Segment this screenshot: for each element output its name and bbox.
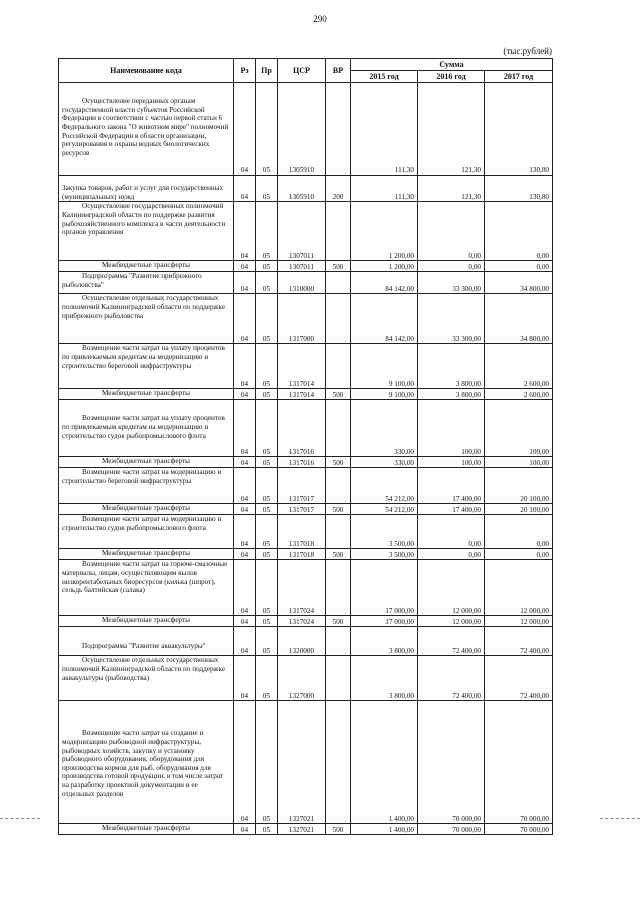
row-pr: 05 — [256, 261, 278, 272]
row-pr: 05 — [256, 701, 278, 824]
row-rz: 04 — [234, 656, 256, 701]
row-pr: 05 — [256, 202, 278, 261]
row-rz: 04 — [234, 701, 256, 824]
row-value-2017: 34 800,00 — [485, 294, 553, 344]
row-pr: 05 — [256, 400, 278, 457]
row-rz: 04 — [234, 457, 256, 468]
row-vr — [326, 272, 351, 294]
row-value-2017: 2 600,00 — [485, 344, 553, 389]
row-rz: 04 — [234, 261, 256, 272]
row-value-2016: 0,00 — [418, 261, 485, 272]
row-name: Возмещение части затрат на модернизацию и строительство судов рыбопромыслового флота — [59, 515, 234, 549]
row-value-2015: 54 212,00 — [351, 504, 418, 515]
header-rz: Рз — [234, 59, 256, 83]
header-vr: ВР — [326, 59, 351, 83]
row-name: Осуществление отдельных государственных полномочий Калининградской области по поддержке прибрежного рыболовства — [59, 294, 234, 344]
row-value-2016: 72 400,00 — [418, 627, 485, 656]
row-vr — [326, 656, 351, 701]
row-rz: 04 — [234, 515, 256, 549]
row-value-2017: 72 400,00 — [485, 656, 553, 701]
row-value-2016: 0,00 — [418, 202, 485, 261]
row-pr: 05 — [256, 83, 278, 176]
row-csr: 1317000 — [278, 294, 326, 344]
row-value-2015: 9 100,00 — [351, 344, 418, 389]
table-row — [59, 549, 553, 560]
row-pr: 05 — [256, 344, 278, 389]
table-row — [59, 701, 553, 824]
table-row — [59, 176, 553, 202]
row-pr: 05 — [256, 627, 278, 656]
row-rz: 04 — [234, 549, 256, 560]
row-vr — [326, 294, 351, 344]
row-vr: 500 — [326, 824, 351, 835]
row-value-2015: 3 800,00 — [351, 656, 418, 701]
row-rz: 04 — [234, 83, 256, 176]
row-name: Возмещение части затрат на модернизацию и строительство береговой инфраструктуры — [59, 468, 234, 504]
header-sum: Сумма — [351, 59, 553, 71]
table-row — [59, 656, 553, 701]
row-csr: 1317017 — [278, 468, 326, 504]
header-2017: 2017 год — [485, 71, 553, 83]
row-name: Возмещение части затрат на уплату процентов по привлекаемым кредитам на модернизацию и строительство судов рыбопромыслового флота — [59, 400, 234, 457]
row-csr: 1327000 — [278, 656, 326, 701]
row-value-2017: 2 600,00 — [485, 389, 553, 400]
row-rz: 04 — [234, 400, 256, 457]
row-vr: 500 — [326, 261, 351, 272]
row-name: Возмещение части затрат на уплату процентов по привлекаемым кредитам на модернизацию и строительство береговой инфраструктуры — [59, 344, 234, 389]
row-csr: 1305910 — [278, 176, 326, 202]
row-csr: 1310000 — [278, 272, 326, 294]
row-pr: 05 — [256, 272, 278, 294]
row-rz: 04 — [234, 344, 256, 389]
row-value-2015: 3 500,00 — [351, 515, 418, 549]
row-value-2016: 121,30 — [418, 176, 485, 202]
row-value-2016: 121,30 — [418, 83, 485, 176]
row-pr: 05 — [256, 560, 278, 616]
row-name: Возмещение части затрат на создание и модернизацию рыбоводной инфраструктуры, рыбоводных хозяйств, закупку и установку рыбоводного оборудования, оборудования для производства кормов для рыб, оборудования для производства готовой продукции, в том числе затрат на разработку проектной документации и ее отдельных разделов — [59, 701, 234, 824]
row-name: Закупка товаров, работ и услуг для государственных (муниципальных) нужд — [59, 176, 234, 202]
row-pr: 05 — [256, 549, 278, 560]
row-value-2016: 33 300,00 — [418, 272, 485, 294]
header-2016: 2016 год — [418, 71, 485, 83]
table-row — [59, 457, 553, 468]
row-pr: 05 — [256, 294, 278, 344]
row-name: Подпрограмма "Развитие аквакультуры" — [59, 627, 234, 656]
table-row — [59, 272, 553, 294]
table-row — [59, 261, 553, 272]
table-row — [59, 504, 553, 515]
table-row — [59, 627, 553, 656]
table-row — [59, 616, 553, 627]
row-name: Межбюджетные трансферты — [59, 261, 234, 272]
row-value-2017: 0,00 — [485, 515, 553, 549]
row-vr: 500 — [326, 616, 351, 627]
row-csr: 1317018 — [278, 549, 326, 560]
row-rz: 04 — [234, 627, 256, 656]
row-value-2016: 100,00 — [418, 400, 485, 457]
row-value-2017: 130,80 — [485, 83, 553, 176]
row-value-2015: 54 212,00 — [351, 468, 418, 504]
row-value-2015: 330,00 — [351, 400, 418, 457]
row-pr: 05 — [256, 824, 278, 835]
table-row — [59, 83, 553, 176]
row-vr — [326, 202, 351, 261]
row-value-2016: 3 800,00 — [418, 344, 485, 389]
row-value-2016: 17 400,00 — [418, 504, 485, 515]
row-vr: 200 — [326, 176, 351, 202]
row-vr: 500 — [326, 504, 351, 515]
row-rz: 04 — [234, 468, 256, 504]
table-row — [59, 344, 553, 389]
row-csr: 1317016 — [278, 457, 326, 468]
row-csr: 1305910 — [278, 83, 326, 176]
row-pr: 05 — [256, 616, 278, 627]
row-value-2016: 0,00 — [418, 515, 485, 549]
row-value-2015: 17 000,00 — [351, 616, 418, 627]
row-csr: 1317016 — [278, 400, 326, 457]
row-value-2016: 3 800,00 — [418, 389, 485, 400]
row-vr: 500 — [326, 457, 351, 468]
row-value-2015: 1 200,00 — [351, 202, 418, 261]
row-name: Подпрограмма "Развитие прибрежного рыболовства" — [59, 272, 234, 294]
row-rz: 04 — [234, 616, 256, 627]
row-csr: 1307011 — [278, 261, 326, 272]
row-vr — [326, 83, 351, 176]
row-value-2017: 20 100,00 — [485, 504, 553, 515]
row-value-2015: 3 800,00 — [351, 627, 418, 656]
edge-dash-right — [600, 818, 640, 819]
row-value-2017: 130,80 — [485, 176, 553, 202]
row-value-2017: 20 100,00 — [485, 468, 553, 504]
row-name: Межбюджетные трансферты — [59, 824, 234, 835]
table-row — [59, 400, 553, 457]
edge-dash-left — [0, 818, 40, 819]
row-value-2016: 70 000,00 — [418, 824, 485, 835]
row-rz: 04 — [234, 504, 256, 515]
row-value-2017: 12 000,00 — [485, 560, 553, 616]
row-rz: 04 — [234, 272, 256, 294]
row-pr: 05 — [256, 504, 278, 515]
row-name: Межбюджетные трансферты — [59, 389, 234, 400]
budget-table — [58, 58, 553, 835]
row-value-2017: 70 000,00 — [485, 701, 553, 824]
row-value-2016: 72 400,00 — [418, 656, 485, 701]
row-vr — [326, 515, 351, 549]
row-csr: 1317017 — [278, 504, 326, 515]
row-value-2015: 84 142,00 — [351, 272, 418, 294]
row-value-2017: 100,00 — [485, 400, 553, 457]
row-value-2015: 330,00 — [351, 457, 418, 468]
row-value-2017: 70 000,00 — [485, 824, 553, 835]
row-csr: 1327021 — [278, 701, 326, 824]
row-name: Межбюджетные трансферты — [59, 504, 234, 515]
row-name: Межбюджетные трансферты — [59, 616, 234, 627]
row-name: Осуществление государственных полномочий Калининградской области по поддержке развития рыбохозяйственного комплекса в части деятельности органов управления — [59, 202, 234, 261]
row-value-2017: 0,00 — [485, 202, 553, 261]
row-rz: 04 — [234, 560, 256, 616]
row-csr: 1317014 — [278, 344, 326, 389]
header-name: Наименование кода — [59, 59, 234, 83]
row-name: Возмещение части затрат на горюче-смазочные материалы, лицам, осуществляющим вылов низкорентабельных биоресурсов (килька (шпрот), сельдь балтийская (салака) — [59, 560, 234, 616]
row-vr — [326, 627, 351, 656]
row-pr: 05 — [256, 457, 278, 468]
table-row — [59, 389, 553, 400]
row-rz: 04 — [234, 389, 256, 400]
row-value-2017: 34 800,00 — [485, 272, 553, 294]
table-row — [59, 824, 553, 835]
table-row — [59, 294, 553, 344]
row-vr — [326, 468, 351, 504]
row-pr: 05 — [256, 176, 278, 202]
table-row — [59, 202, 553, 261]
row-rz: 04 — [234, 294, 256, 344]
table-row — [59, 515, 553, 549]
row-value-2015: 1 400,00 — [351, 824, 418, 835]
header-2015: 2015 год — [351, 71, 418, 83]
row-csr: 1317018 — [278, 515, 326, 549]
row-value-2015: 17 000,00 — [351, 560, 418, 616]
row-vr — [326, 701, 351, 824]
row-name: Осуществление отдельных государственных полномочий Калининградской области по поддержке аквакультуры (рыбоводства) — [59, 656, 234, 701]
row-csr: 1327021 — [278, 824, 326, 835]
row-value-2016: 100,00 — [418, 457, 485, 468]
row-value-2016: 17 400,00 — [418, 468, 485, 504]
row-value-2017: 0,00 — [485, 261, 553, 272]
row-value-2017: 72 400,00 — [485, 627, 553, 656]
table-row — [59, 468, 553, 504]
row-name: Межбюджетные трансферты — [59, 457, 234, 468]
row-value-2017: 100,00 — [485, 457, 553, 468]
row-value-2016: 12 000,00 — [418, 560, 485, 616]
row-pr: 05 — [256, 515, 278, 549]
row-value-2016: 12 000,00 — [418, 616, 485, 627]
row-value-2016: 33 300,00 — [418, 294, 485, 344]
row-vr — [326, 344, 351, 389]
row-value-2015: 111,30 — [351, 83, 418, 176]
row-csr: 1317024 — [278, 616, 326, 627]
row-csr: 1317014 — [278, 389, 326, 400]
row-vr: 500 — [326, 389, 351, 400]
row-csr: 1320000 — [278, 627, 326, 656]
row-name: Межбюджетные трансферты — [59, 549, 234, 560]
row-pr: 05 — [256, 656, 278, 701]
row-value-2015: 9 100,00 — [351, 389, 418, 400]
row-csr: 1307011 — [278, 202, 326, 261]
row-value-2015: 3 500,00 — [351, 549, 418, 560]
row-value-2015: 1 200,00 — [351, 261, 418, 272]
page-number: 290 — [313, 14, 327, 24]
row-vr: 500 — [326, 549, 351, 560]
row-rz: 04 — [234, 824, 256, 835]
row-value-2015: 111,30 — [351, 176, 418, 202]
row-rz: 04 — [234, 202, 256, 261]
row-value-2015: 1 400,00 — [351, 701, 418, 824]
row-pr: 05 — [256, 389, 278, 400]
row-value-2016: 70 000,00 — [418, 701, 485, 824]
row-name: Осуществление переданных органам государственной власти субъектов Российской Федерации в соответствии с частью первой статьи 6 Федерального закона "О животном мире" полномочий Российской Федерации в области организации, регулирования и охраны водных биологических ресурсов — [59, 83, 234, 176]
header-pr: Пр — [256, 59, 278, 83]
row-vr — [326, 560, 351, 616]
row-value-2015: 84 142,00 — [351, 294, 418, 344]
row-value-2017: 0,00 — [485, 549, 553, 560]
table-row — [59, 560, 553, 616]
row-vr — [326, 400, 351, 457]
row-pr: 05 — [256, 468, 278, 504]
header-csr: ЦСР — [278, 59, 326, 83]
units-label: (тыс.рублей) — [503, 46, 552, 56]
row-csr: 1317024 — [278, 560, 326, 616]
row-value-2016: 0,00 — [418, 549, 485, 560]
row-rz: 04 — [234, 176, 256, 202]
row-value-2017: 12 000,00 — [485, 616, 553, 627]
